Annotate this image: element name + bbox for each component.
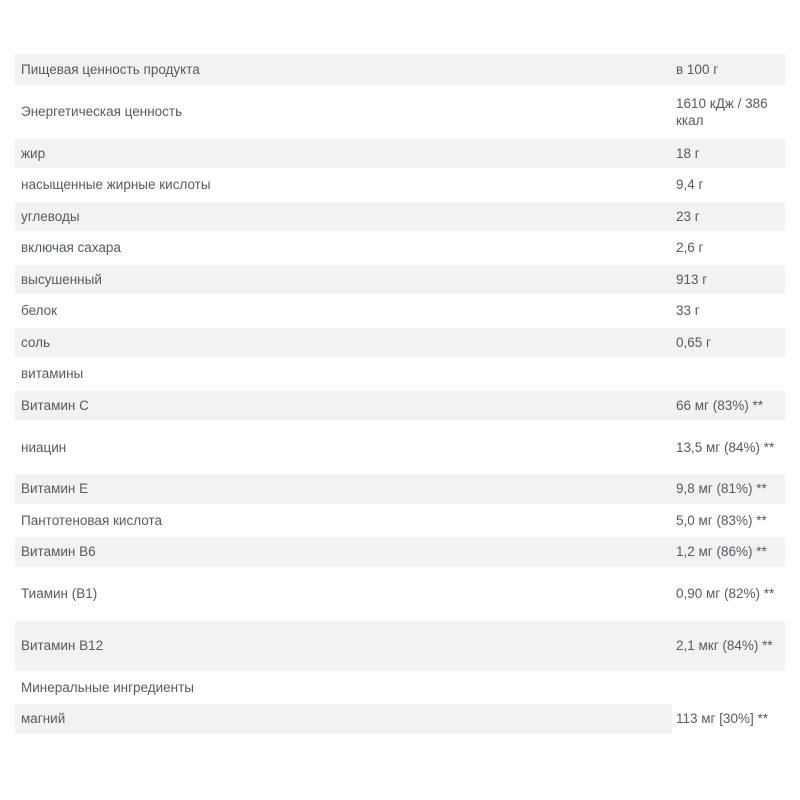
nutrient-name: ниацин [15,421,672,473]
section-row-vitamins [15,358,785,390]
table-row [15,620,785,672]
table-row [15,169,785,201]
nutrient-value: 33 г [672,295,785,327]
table-row [15,536,785,568]
nutrition-table [15,54,785,736]
nutrient-value [672,672,785,704]
table-row [15,295,785,327]
table-row [15,201,785,233]
table-row [15,54,785,86]
nutrient-name: Витамин С [15,390,672,422]
nutrient-value: 2,6 г [672,232,785,264]
nutrient-value: 113 мг [30%] ** [672,703,785,735]
table-row [15,390,785,422]
table-row [15,505,785,537]
nutrient-name: Витамин В6 [15,536,672,568]
nutrient-value: 9,4 г [672,169,785,201]
nutrient-name: магний [15,703,672,735]
nutrient-name: соль [15,327,672,359]
table-row [15,473,785,505]
table-row [15,86,785,138]
nutrient-name: насыщенные жирные кислоты [15,169,672,201]
nutrient-value: 913 г [672,264,785,296]
nutrient-value: 13,5 мг (84%) ** [672,421,785,473]
nutrient-value: в 100 г [672,54,785,86]
table-row [15,264,785,296]
nutrient-value: 1,2 мг (86%) ** [672,536,785,568]
nutrient-value: 18 г [672,138,785,170]
section-heading: витамины [15,358,672,390]
nutrient-value: 1610 кДж / 386 ккал [672,86,785,138]
nutrient-value: 0,65 г [672,327,785,359]
table-row [15,232,785,264]
nutrient-name: Пантотеновая кислота [15,505,672,537]
section-row-minerals [15,672,785,704]
nutrient-name: включая сахара [15,232,672,264]
nutrient-name: жир [15,138,672,170]
nutrient-name: Энергетическая ценность [15,86,672,138]
nutrient-name: Пищевая ценность продукта [15,54,672,86]
nutrient-value: 9,8 мг (81%) ** [672,473,785,505]
table-row [15,568,785,620]
nutrient-name: белок [15,295,672,327]
section-heading: Минеральные ингредиенты [15,672,672,704]
nutrient-name: Витамин Е [15,473,672,505]
nutrient-value: 23 г [672,201,785,233]
nutrient-name: Тиамин (В1) [15,568,672,620]
nutrient-value [672,358,785,390]
table-row [15,138,785,170]
nutrient-value: 0,90 мг (82%) ** [672,568,785,620]
table-row [15,421,785,473]
nutrient-name: углеводы [15,201,672,233]
table-row [15,703,785,735]
nutrient-name: Витамин В12 [15,620,672,672]
nutrient-value: 2,1 мкг (84%) ** [672,620,785,672]
nutrient-name: высушенный [15,264,672,296]
table-row [15,327,785,359]
nutrient-value: 66 мг (83%) ** [672,390,785,422]
nutrient-value: 5,0 мг (83%) ** [672,505,785,537]
